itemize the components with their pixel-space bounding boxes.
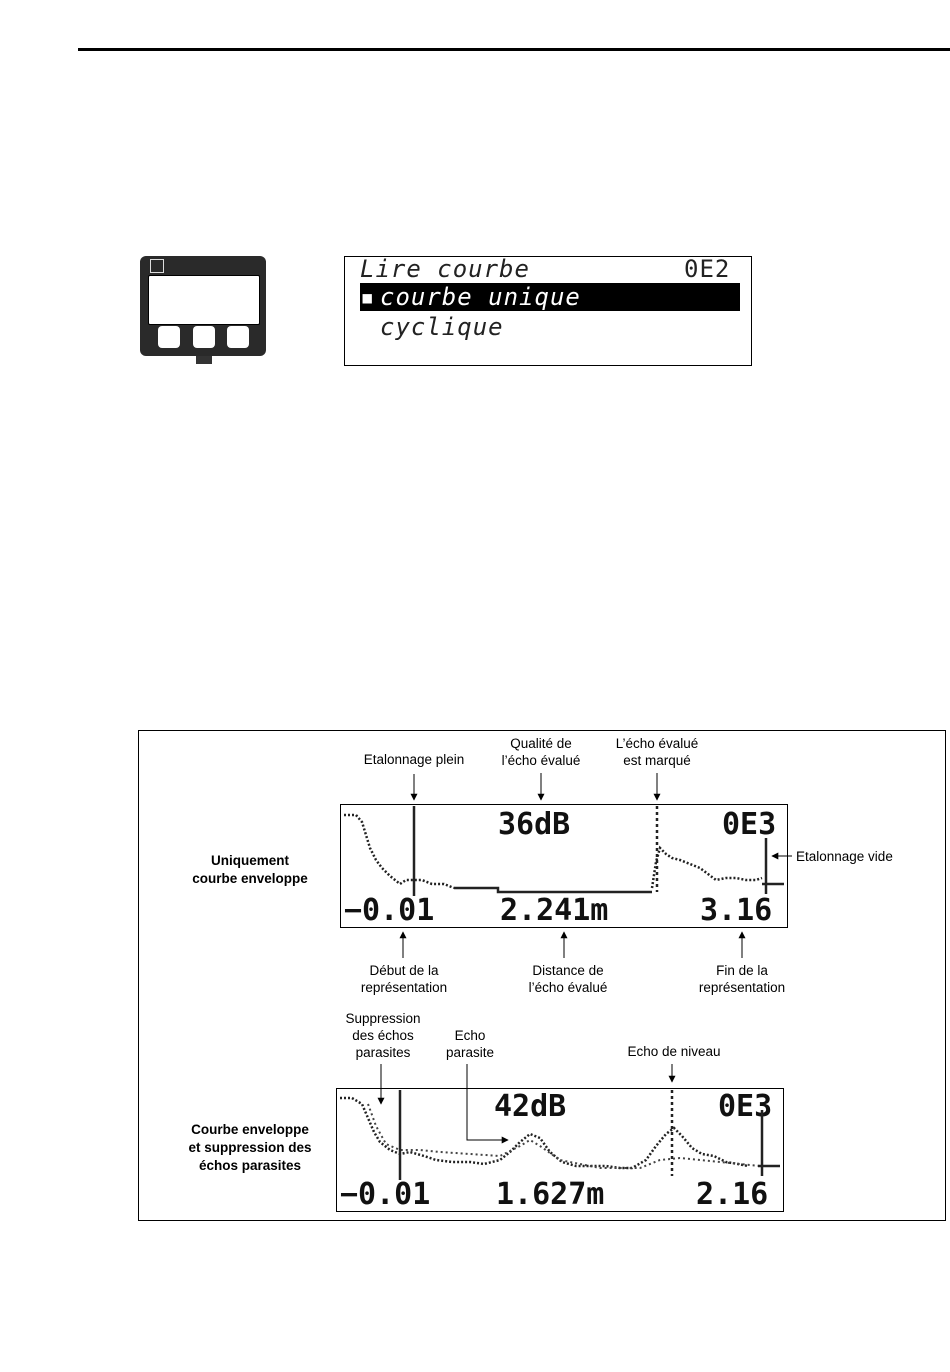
- bottom-callout-arrows: [381, 1064, 672, 1140]
- top-callout-arrows: [403, 773, 792, 958]
- callout-empty-calibration: Etalonnage vide: [796, 849, 893, 864]
- callout-suppression: Suppression des échos parasites: [345, 1011, 421, 1060]
- selected-marker-icon: ▪: [360, 283, 376, 311]
- side-label-top: Uniquement courbe enveloppe: [192, 853, 308, 886]
- top-distance-value: 2.241m: [500, 893, 609, 928]
- bottom-suppression-curve: [368, 1104, 760, 1168]
- option-cyclic[interactable]: cyclique: [380, 313, 504, 341]
- bottom-code: 0E3: [718, 1089, 773, 1124]
- side-label-bottom: Courbe enveloppe et suppression des échos parasites: [188, 1122, 312, 1173]
- callout-interference: Echo parasite: [445, 1028, 495, 1060]
- bottom-distance-value: 1.627m: [496, 1177, 605, 1212]
- callout-start: Début de la représentation: [360, 963, 448, 995]
- top-start-value: −0.01: [344, 893, 435, 928]
- option-single-curve[interactable]: courbe unique: [380, 283, 581, 311]
- top-end-value: 3.16: [700, 893, 773, 928]
- callout-full-calibration: Etalonnage plein: [363, 752, 465, 767]
- bottom-end-value: 2.16: [696, 1177, 769, 1212]
- callout-distance: Distance de l’écho évalué: [528, 963, 608, 995]
- callout-end: Fin de la représentation: [698, 963, 786, 995]
- top-code: 0E3: [722, 807, 777, 842]
- top-quality-value: 36dB: [498, 807, 571, 842]
- callout-level-echo: Echo de niveau: [627, 1044, 721, 1059]
- top-envelope-curve: [344, 815, 762, 888]
- lcd-code: 0E2: [684, 255, 731, 283]
- bottom-start-value: −0.01: [340, 1177, 431, 1212]
- callout-marked-echo: L’écho évalué est marqué: [615, 736, 699, 768]
- bottom-quality-value: 42dB: [494, 1089, 567, 1124]
- top-envelope-baseline: [454, 888, 652, 892]
- callout-quality: Qualité de l’écho évalué: [501, 736, 581, 768]
- lcd-title: Lire courbe: [360, 255, 530, 283]
